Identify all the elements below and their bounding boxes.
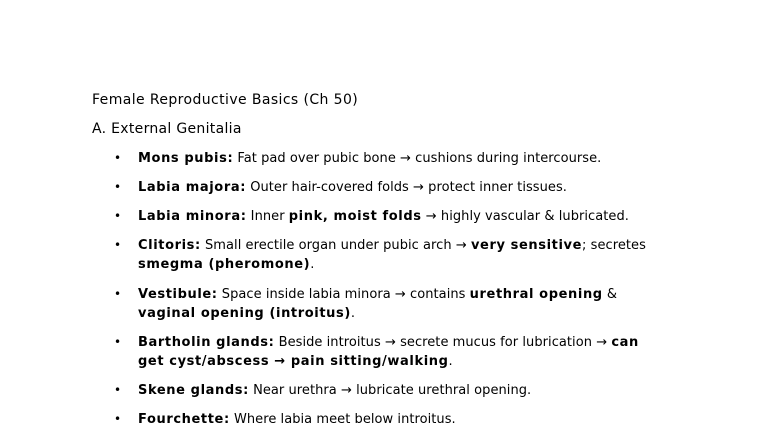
- item-description: Near urethra → lubricate urethral opening.: [248, 383, 532, 398]
- bullet-icon: •: [114, 335, 122, 349]
- item-term: Vestibule:: [138, 287, 218, 302]
- item-text: [138, 333, 698, 371]
- bullet-icon: •: [114, 151, 122, 165]
- item-text: [138, 207, 698, 226]
- item-emphasis: smegma (pheromone): [138, 257, 311, 272]
- bullet-icon: •: [114, 287, 122, 301]
- item-text: [138, 381, 698, 400]
- section-heading: A. External Genitalia: [92, 121, 242, 137]
- item-description: Small erectile organ under pubic arch →: [200, 238, 471, 253]
- document-title: Female Reproductive Basics (Ch 50): [92, 92, 359, 108]
- item-description: Beside introitus → secrete mucus for lubrication →: [274, 335, 612, 350]
- item-description: Fat pad over pubic bone → cushions during intercourse.: [233, 151, 602, 166]
- bullet-icon: •: [114, 238, 122, 252]
- item-description: → highly vascular & lubricated.: [421, 209, 629, 224]
- item-term: Skene glands:: [138, 383, 249, 398]
- item-emphasis: pink, moist folds: [288, 209, 422, 224]
- bullet-icon: •: [114, 180, 122, 194]
- item-term: Bartholin glands:: [138, 335, 275, 350]
- item-emphasis: very sensitive: [470, 238, 583, 253]
- bullet-icon: •: [114, 383, 122, 397]
- item-text: [138, 149, 698, 168]
- item-description: Space inside labia minora → contains: [217, 287, 470, 302]
- item-emphasis: can: [611, 335, 639, 350]
- item-text: [138, 410, 698, 429]
- item-description: Inner: [246, 209, 289, 224]
- item-description: .: [310, 257, 315, 272]
- item-text: [138, 236, 698, 274]
- item-emphasis: get cyst/abscess → pain sitting/walking: [138, 354, 449, 369]
- item-description: Where labia meet below introitus.: [229, 412, 456, 427]
- item-emphasis: urethral opening: [469, 287, 603, 302]
- item-text: [138, 285, 698, 323]
- item-term: Fourchette:: [138, 412, 230, 427]
- item-description: ; secretes: [582, 238, 646, 253]
- bullet-icon: •: [114, 209, 122, 223]
- item-term: Labia minora:: [138, 209, 247, 224]
- item-description: Outer hair-covered folds → protect inner tissues.: [246, 180, 567, 195]
- item-term: Labia majora:: [138, 180, 247, 195]
- item-term: Mons pubis:: [138, 151, 234, 166]
- bullet-icon: •: [114, 412, 122, 426]
- item-term: Clitoris:: [138, 238, 201, 253]
- item-description: &: [602, 287, 618, 302]
- item-text: [138, 178, 698, 197]
- item-description: .: [350, 306, 356, 321]
- item-description: .: [448, 354, 453, 369]
- item-emphasis: vaginal opening (introitus): [138, 306, 351, 321]
